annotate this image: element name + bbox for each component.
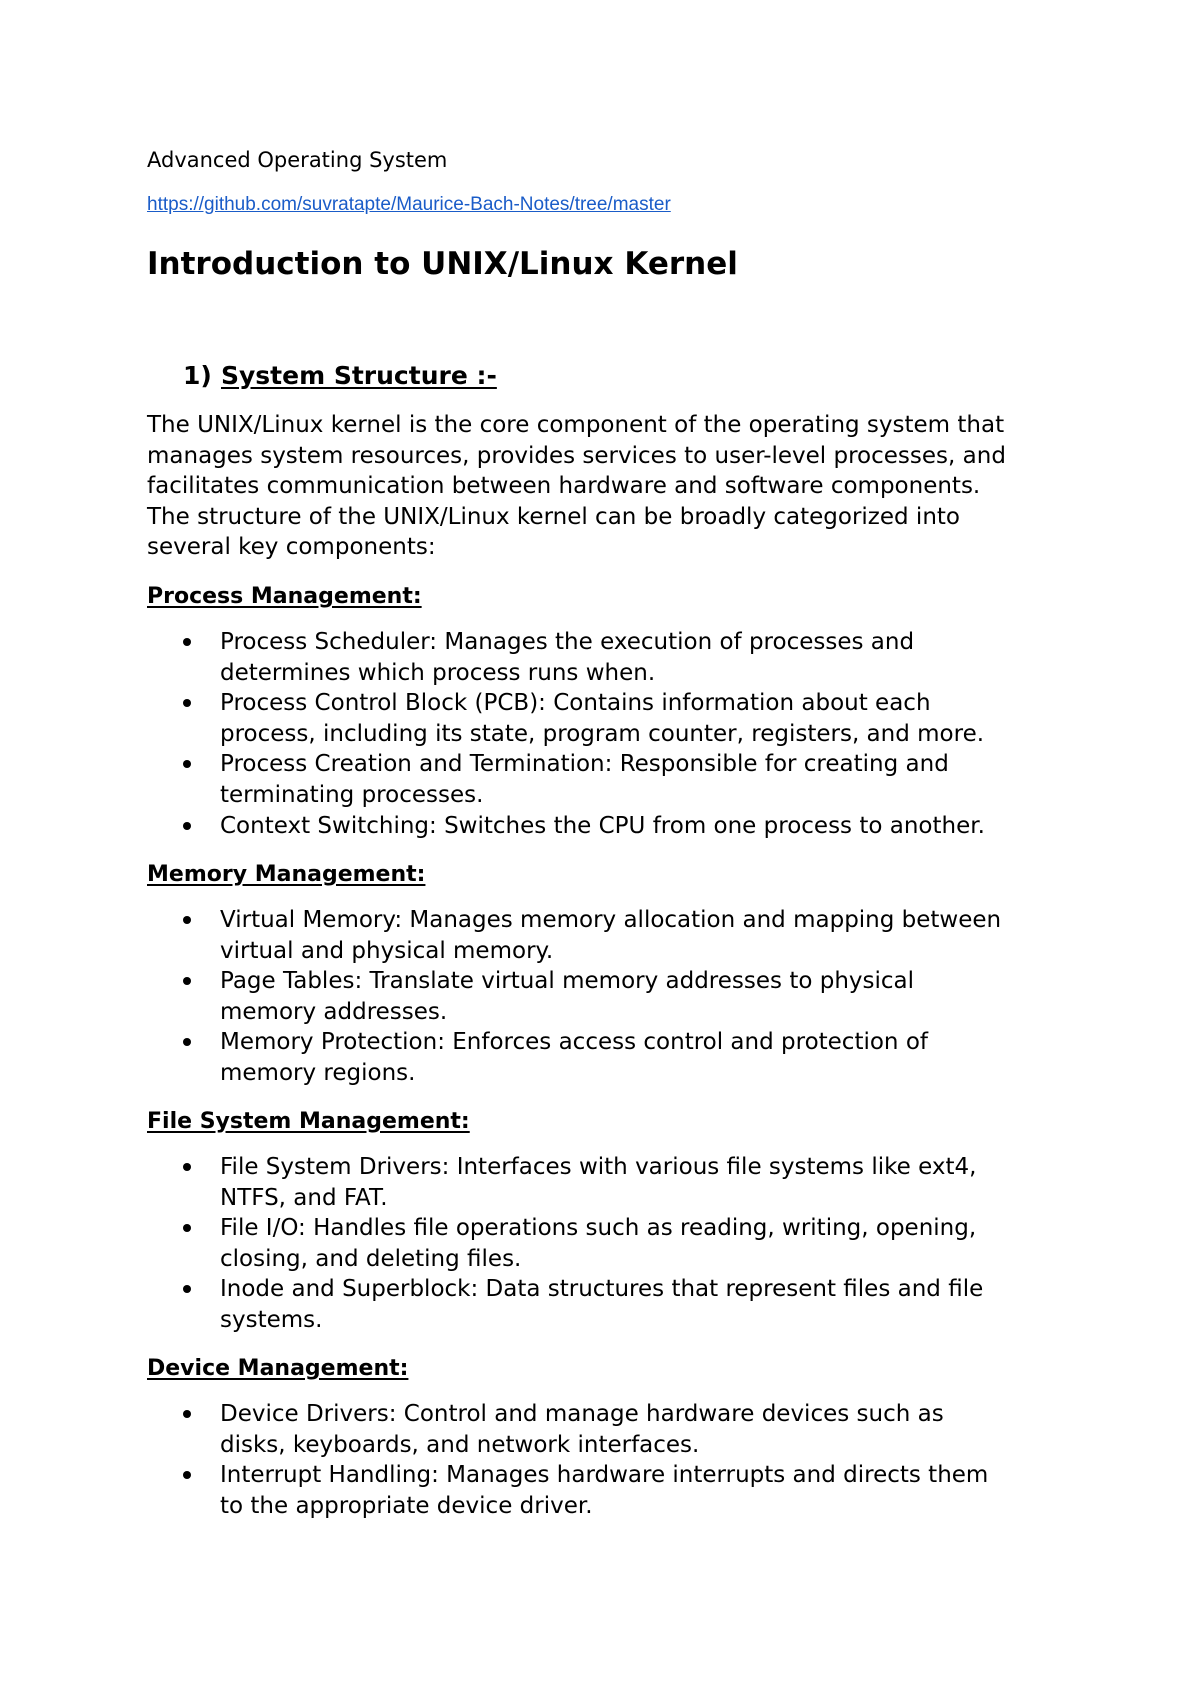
bullet-icon <box>183 1038 191 1046</box>
bullet-icon <box>183 977 191 985</box>
intro-line: The structure of the UNIX/Linux kernel can be broadly categorized into <box>147 503 960 530</box>
process-management-list <box>147 627 1077 841</box>
list-item: Process Control Block (PCB): Contains information about each process, including its state, program counter, registers, and more. <box>147 688 1077 749</box>
file-system-management-list <box>147 1152 1077 1336</box>
bullet-icon <box>183 1224 191 1232</box>
section-number: 1) <box>183 361 212 390</box>
bullet-icon <box>183 822 191 830</box>
list-item: Virtual Memory: Manages memory allocation and mapping between virtual and physical memory. <box>147 905 1077 966</box>
intro-line: facilitates communication between hardware and software components. <box>147 473 981 500</box>
list-item: Inode and Superblock: Data structures that represent files and file systems. <box>147 1274 1077 1335</box>
memory-management-list <box>147 905 1077 1089</box>
memory-management-heading: Memory Management: <box>147 862 426 887</box>
bullet-icon <box>183 638 191 646</box>
device-management-list <box>147 1399 1077 1521</box>
device-management-heading: Device Management: <box>147 1356 409 1381</box>
list-item: Page Tables: Translate virtual memory addresses to physical memory addresses. <box>147 966 1077 1027</box>
list-item: Device Drivers: Control and manage hardware devices such as disks, keyboards, and network interfaces. <box>147 1399 1077 1460</box>
list-item: File I/O: Handles file operations such as reading, writing, opening, closing, and deleting files. <box>147 1213 1077 1274</box>
github-link[interactable]: https://github.com/suvratapte/Maurice-Bach-Notes/tree/master <box>147 194 671 215</box>
section-heading <box>183 359 497 393</box>
intro-line: The UNIX/Linux kernel is the core component of the operating system that <box>147 412 1005 438</box>
list-item: Process Creation and Termination: Responsible for creating and terminating processes. <box>147 749 1077 810</box>
list-item: Context Switching: Switches the CPU from one process to another. <box>147 811 1077 842</box>
bullet-icon <box>183 1285 191 1293</box>
document-title: Introduction to UNIX/Linux Kernel <box>147 246 738 282</box>
process-management-heading: Process Management: <box>147 584 422 609</box>
bullet-icon <box>183 1471 191 1479</box>
bullet-icon <box>183 1410 191 1418</box>
bullet-icon <box>183 916 191 924</box>
intro-paragraph <box>147 410 1077 563</box>
list-item: Interrupt Handling: Manages hardware interrupts and directs them to the appropriate device driver. <box>147 1460 1077 1521</box>
bullet-icon <box>183 760 191 768</box>
intro-line: manages system resources, provides services to user-level processes, and <box>147 442 1006 469</box>
section-heading-text: System Structure :- <box>221 361 497 390</box>
file-system-management-heading: File System Management: <box>147 1109 470 1134</box>
document-subtitle: Advanced Operating System <box>147 148 448 172</box>
intro-line: several key components: <box>147 534 436 561</box>
bullet-icon <box>183 1163 191 1171</box>
list-item: Memory Protection: Enforces access control and protection of memory regions. <box>147 1027 1077 1088</box>
bullet-icon <box>183 699 191 707</box>
list-item: File System Drivers: Interfaces with various file systems like ext4, NTFS, and FAT. <box>147 1152 1077 1213</box>
list-item: Process Scheduler: Manages the execution of processes and determines which process runs when. <box>147 627 1077 688</box>
